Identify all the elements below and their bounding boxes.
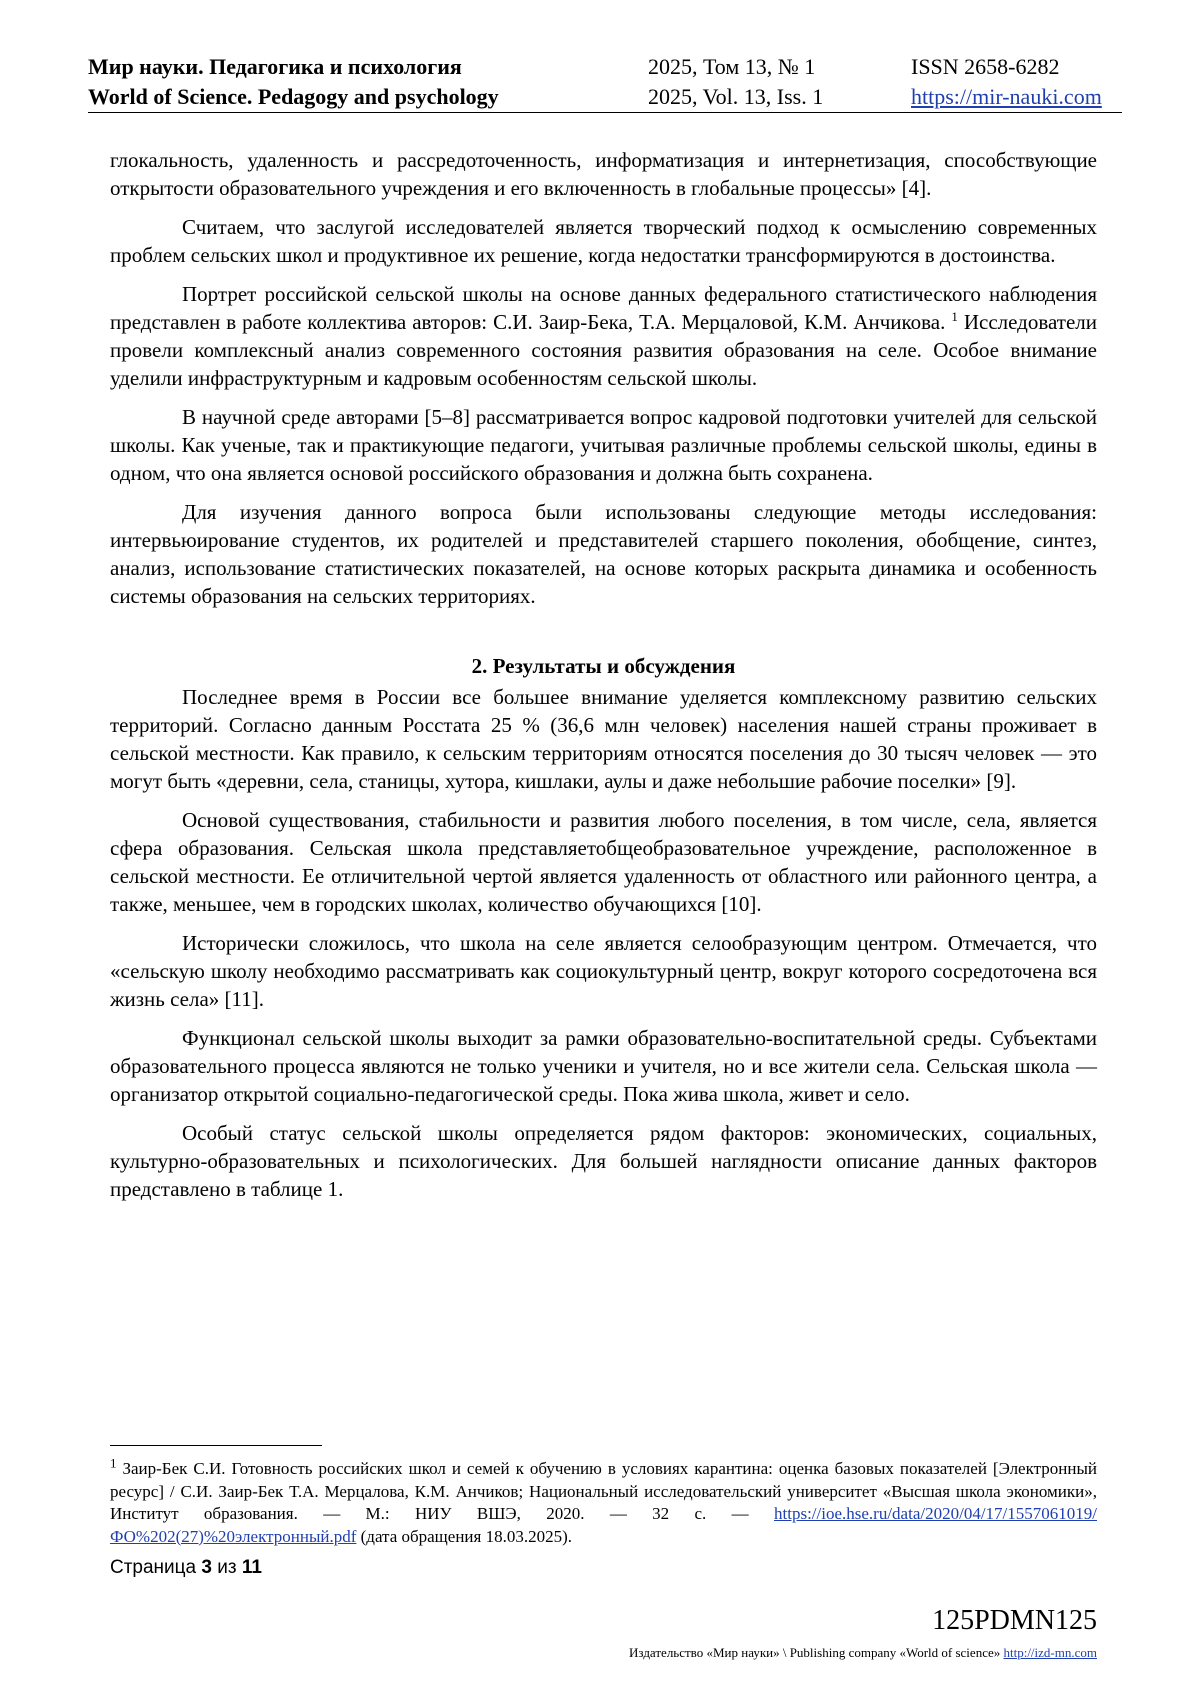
paragraph-4: В научной среде авторами [5–8] рассматривается вопрос кадровой подготовки учителей для сельской школы. Как ученые, так и практикующие педагоги, учитывая различные проблемы сельской школы, едины в одном, что она является основой российского образования и должна быть сохранена. — [110, 405, 1097, 485]
issn: ISSN 2658-6282 — [911, 54, 1060, 79]
paragraph-6: Последнее время в России все большее внимание уделяется комплексному развитию сельских территорий. Согласно данным Росстата 25 % (36,6 млн человек) населения нашей страны проживает в сельской местности. Как правило, к сельским территориям относятся поселения до 30 тысяч человек — это могут быть «деревни, села, станицы, хутора, кишлаки, аулы и даже небольшие рабочие поселки» [9]. — [110, 685, 1097, 793]
paragraph-3-end: Исследователи провели комплексный анализ современного состояния развития образования на селе. Особое внимание уделили инфраструктурным и кадровым особенностям сельской школы. — [110, 310, 1097, 390]
paragraph-10: Особый статус сельской школы определяется рядом факторов: экономических, социальных, культурно-образовательных и психологических. Для большей наглядности описание данных факторов представлено в таблице 1. — [110, 1121, 1097, 1201]
footnote — [110, 1455, 1097, 1548]
issue-en: 2025, Vol. 13, Iss. 1 — [648, 84, 824, 109]
paragraph-1: глокальность, удаленность и рассредоточенность, информатизация и интернетизация, способствующие открытости образовательного учреждения и его включенность в глобальные процессы» [4]. — [110, 148, 1097, 200]
footnote-link[interactable]: https://ioe.hse.ru/data/2020/04/17/1557061019/ФО%202(27)%20электронный.pdf — [110, 1504, 1097, 1546]
journal-title-ru: Мир науки. Педагогика и психология — [88, 54, 462, 79]
footnote-ref[interactable]: 1 — [951, 309, 958, 324]
page-total: 11 — [241, 1557, 262, 1578]
footnote-text: Заир-Бек С.И. Готовность российских школ и семей к обучению в условиях карантина: оценка базовых показателей [Электронный ресурс] / С.И. Заир-Бек Т.А. Мерцалова, К.М. Анчиков; Национальный исследовательский университет «Высшая школа экономики», Институт образования. — М.: НИУ ВШЭ, 2020. — 32 с. — — [110, 1459, 1097, 1523]
section-heading: 2. Результаты и обсуждения — [471, 654, 736, 678]
issue-block — [648, 52, 823, 112]
issn-block — [911, 52, 1102, 112]
page-current: 3 — [201, 1557, 212, 1578]
page-number — [110, 1557, 262, 1579]
paragraph-5: Для изучения данного вопроса были использованы следующие методы исследования: интервьюирование студентов, их родителей и представителей старшего поколения, обобщение, синтез, анализ, использование статистических показателей, на основе которых раскрыта динамика и особенность системы образования на сельских территориях. — [110, 500, 1097, 608]
page-header — [88, 50, 1122, 113]
issue-ru: 2025, Том 13, № 1 — [648, 54, 816, 79]
paragraph-2: Считаем, что заслугой исследователей является творческий подход к осмыслению современных проблем сельских школ и продуктивное их решение, когда недостатки трансформируются в достоинства. — [110, 215, 1097, 267]
footnote-access-date: (дата обращения 18.03.2025). — [360, 1526, 572, 1546]
page-middle: из — [217, 1557, 237, 1578]
footnote-divider — [110, 1445, 322, 1446]
publisher-line — [629, 1645, 1097, 1661]
paragraph-7: Основой существования, стабильности и развития любого поселения, в том числе, села, является сфера образования. Сельская школа представляетобщеобразовательное учреждение, расположенное в сельской местности. Ее отличительной чертой является удаленность от областного или районного центра, а также, меньшее, чем в городских школах, количество обучающихся [10]. — [110, 808, 1097, 916]
footnote-marker: 1 — [110, 1455, 117, 1471]
website-link[interactable]: https://mir-nauki.com — [911, 84, 1102, 109]
publisher-name: Издательство «Мир науки» \ Publishing company «World of science» — [629, 1645, 1001, 1660]
paragraph-9: Функционал сельской школы выходит за рамки образовательно-воспитательной среды. Субъектами образовательного процесса являются не только ученики и учителя, но и все жители села. Сельская школа — организатор открытой социально-педагогической среды. Пока жива школа, живет и село. — [110, 1026, 1097, 1106]
page-prefix: Страница — [110, 1557, 197, 1578]
article-code: 125PDMN125 — [932, 1605, 1097, 1636]
paragraph-3-start: Портрет российской сельской школы на основе данных федерального статистического наблюдения представлен в работе коллектива авторов: С.И. Заир-Бека, Т.А. Мерцаловой, К.М. Анчикова. — [110, 282, 1097, 334]
journal-title-en: World of Science. Pedagogy and psychology — [88, 84, 499, 109]
journal-title-block — [88, 52, 499, 112]
paragraph-8: Исторически сложилось, что школа на селе является селообразующим центром. Отмечается, что «сельскую школу необходимо рассматривать как социокультурный центр, вокруг которого сосредоточена вся жизнь села» [11]. — [110, 931, 1097, 1011]
publisher-link[interactable]: http://izd-mn.com — [1003, 1645, 1097, 1660]
paragraph-3 — [110, 280, 1097, 392]
article-body — [110, 146, 1097, 1214]
